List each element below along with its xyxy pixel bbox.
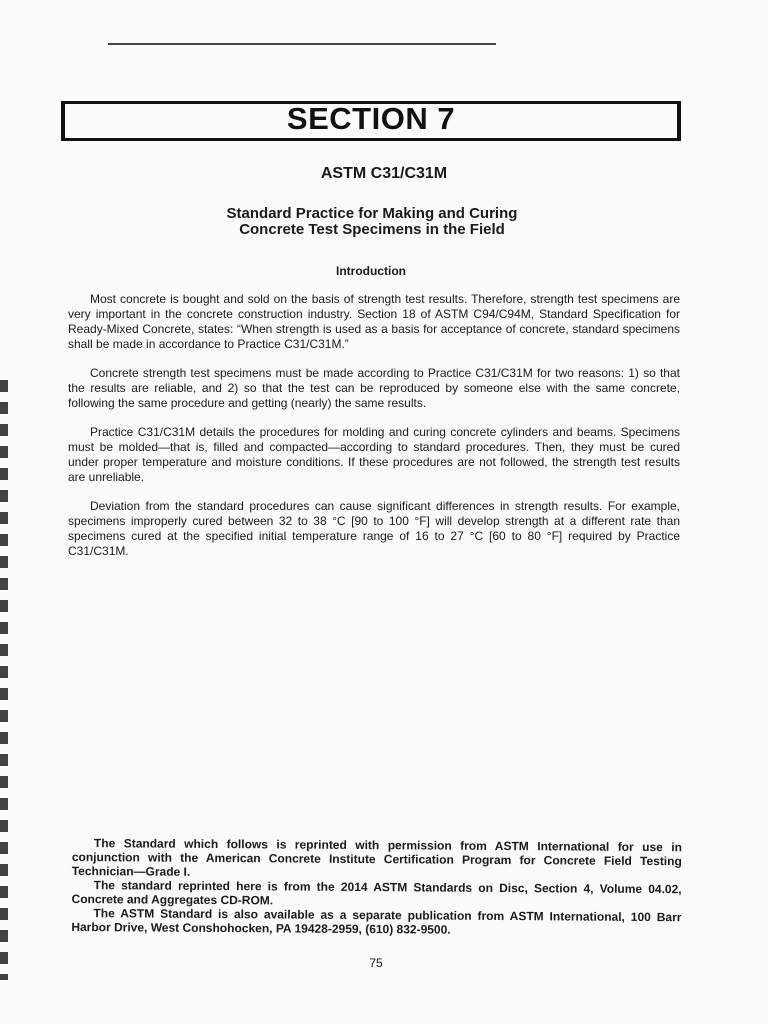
section-title-box bbox=[61, 101, 681, 141]
standard-title bbox=[0, 206, 744, 238]
standard-title-line-1: Standard Practice for Making and Curing bbox=[226, 205, 518, 222]
paragraph: Practice C31/C31M details the procedures for molding and curing concrete cylinders and beams. Specimens must be molded—that is, filled and compacted—according to standard procedures. Then, they must be cured under proper temperature and moisture conditions. If these procedures are not followed, the strength test results are unreliable. bbox=[68, 425, 680, 484]
paragraph: Deviation from the standard procedures can cause significant differences in strength results. For example, specimens improperly cured between 32 to 38 °C [90 to 100 °F] will develop strength at a different rate than specimens cured at the specified initial temperature range of 16 to 27 °C [60 to 80 °F] required by Practice C31/C31M. bbox=[68, 499, 680, 558]
paragraph: Concrete strength test specimens must be made according to Practice C31/C31M for two reasons: 1) so that the results are reliable, and 2) so that the test can be reproduced by someone else with the same concrete, following the same procedure and getting (nearly) the same results. bbox=[68, 366, 680, 410]
introduction-body bbox=[68, 292, 680, 573]
page-number: 75 bbox=[369, 956, 383, 970]
note-paragraph: The standard reprinted here is from the 2014 ASTM Standards on Disc, Section 4, Volume 04.02, Concrete and Aggregates CD-ROM. bbox=[71, 878, 682, 908]
introduction-heading: Introduction bbox=[336, 264, 406, 278]
paragraph: Most concrete is bought and sold on the basis of strength test results. Therefore, strength test specimens are very important in the concrete construction industry. Section 18 of ASTM C94/C94M, Standard Specification for Ready-Mixed Concrete, states: “When strength is used as a basis for acceptance of concrete, standard specimens shall be made in accordance to Practice C31/C31M.” bbox=[68, 292, 680, 351]
section-title: SECTION 7 bbox=[286, 101, 456, 136]
reprint-permission-note bbox=[71, 836, 682, 938]
header-rule bbox=[108, 43, 496, 45]
standard-number: ASTM C31/C31M bbox=[320, 165, 448, 182]
note-paragraph: The ASTM Standard is also available as a separate publication from ASTM International, 100 Barr Harbor Drive, West Conshohocken, PA 19428-2959, (610) 832-9500. bbox=[71, 906, 682, 937]
note-paragraph: The Standard which follows is reprinted with permission from ASTM International for use in conjunction with the American Concrete Institute Certification Program for Concrete Field Testing Technician—Grade I. bbox=[71, 836, 682, 879]
spiral-binding-edge bbox=[0, 380, 8, 980]
standard-title-line-2: Concrete Test Specimens in the Field bbox=[239, 221, 505, 238]
